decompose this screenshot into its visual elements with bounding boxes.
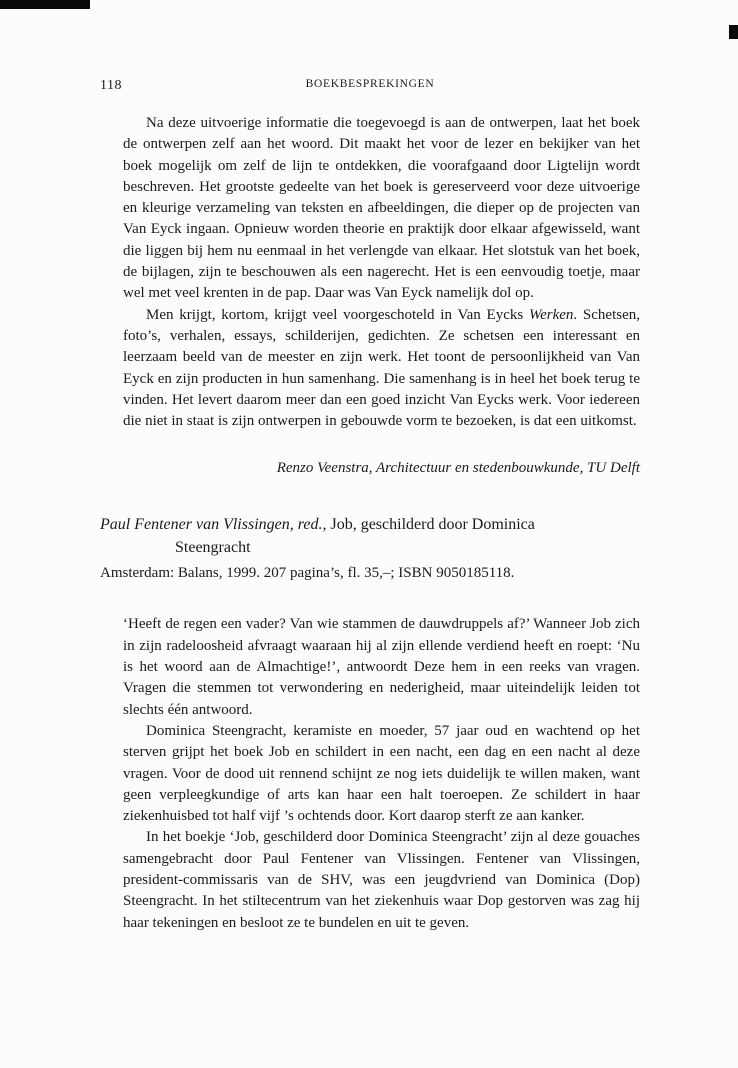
review-heading-line1 (100, 513, 640, 536)
paragraph: Dominica Steengracht, keramiste en moeder, 57 jaar oud en wachtend op het sterven grijpt het boek Job en schildert in een nacht, een dag en een nacht al deze vragen. Voor de dood uit rennend schijnt ze nog iets duidelijk te willen maken, want geen verpleegkundige of arts kan haar een halt toeroepen. Ze schildert in haar ziekenhuisbed tot half vijf ’s ochtends door. Kort daarop sterft ze aan kanker. (123, 722, 640, 825)
text-run: Werken (528, 306, 574, 323)
paragraph (123, 305, 640, 433)
scan-artifact-top-left (0, 0, 90, 9)
review-attribution: Renzo Veenstra, Architectuur en stedenbouwkunde, TU Delft (276, 460, 640, 477)
review-continued (100, 113, 640, 479)
review-body (123, 614, 640, 933)
text-run: Job, geschilderd door Dominica (330, 516, 535, 534)
scan-artifact-right-edge (729, 25, 738, 39)
review-bibliography: Amsterdam: Balans, 1999. 207 pagina’s, fl. 35,–; ISBN 9050185118. (100, 565, 515, 582)
page-number: 118 (100, 78, 122, 93)
paragraph: In het boekje ‘Job, geschilderd door Dominica Steengracht’ zijn al deze gouaches samengebracht door Paul Fentener van Vlissingen. Fentener van Vlissingen, president-commissaris van de SHV, was een jeugdvriend van Dominica (Dop) Steengracht. In het stiltecentrum van het ziekenhuis waar Dop gestorven was zag hij haar tekeningen en besloot ze te bundelen en uit te geven. (123, 829, 640, 931)
review-job (100, 513, 640, 933)
review-heading (100, 513, 640, 559)
paragraph: ‘Heeft de regen een vader? Van wie stammen de dauwdruppels af?’ Wanneer Job zich in zijn radeloosheid afvraagt waaraan hij al zijn ellende verdiend heeft en roept: ‘Nu is het woord aan de Almachtige!’, antwoordt Deze hem in een reeks van vragen. Vragen die stemmen tot verwondering en nederigheid, maar uiteindelijk leiden tot slechts één antwoord. (123, 616, 640, 718)
paragraph: Na deze uitvoerige informatie die toegevoegd is aan de ontwerpen, laat het boek de ontwerpen zelf aan het woord. Dit maakt het voor de lezer en bekijker van het boek mogelijk om zelf de lijn te ontdekken, die voorafgaand door Ligtelijn wordt beschreven. Het grootste gedeelte van het boek is gereserveerd voor deze uitvoerige en kleurige verzameling van teksten en afbeeldingen, die dieper op de projecten van Van Eyck ingaan. Opnieuw worden theorie en praktijk door elkaar afgewisseld, want die liggen bij hem nu eenmaal in het verlengde van elkaar. Het slotstuk van het boek, de bijlagen, zijn te beschouwen als een nagerecht. Het is een eenvoudig toetje, maar wel met veel krenten in de pap. Daar was Van Eyck namelijk dol op. (123, 115, 640, 302)
text-run: Men krijgt, kortom, krijgt veel voorgeschoteld in Van Eycks (146, 306, 529, 323)
review-body (123, 113, 640, 432)
text-run: . Schetsen, foto’s, verhalen, essays, schilderijen, gedichten. Ze schetsen een interessant en leerzaam beeld van de meester en zijn werk. Het toont de persoonlijkheid van Van Eyck en zijn producten in hun samenhang. Die samenhang is in heel het boek terug te vinden. Het levert daarom meer dan een goed inzicht Van Eycks werk. Voor iedereen die niet in staat is zijn ontwerpen in gebouwde vorm te bezoeken, is dat een uitkomst. (123, 306, 640, 430)
review-heading-line2: Steengracht (175, 539, 251, 557)
page-header (100, 78, 640, 94)
text-run: Paul Fentener van Vlissingen, red., (100, 516, 331, 534)
running-head: BOEKBESPREKINGEN (305, 78, 435, 90)
